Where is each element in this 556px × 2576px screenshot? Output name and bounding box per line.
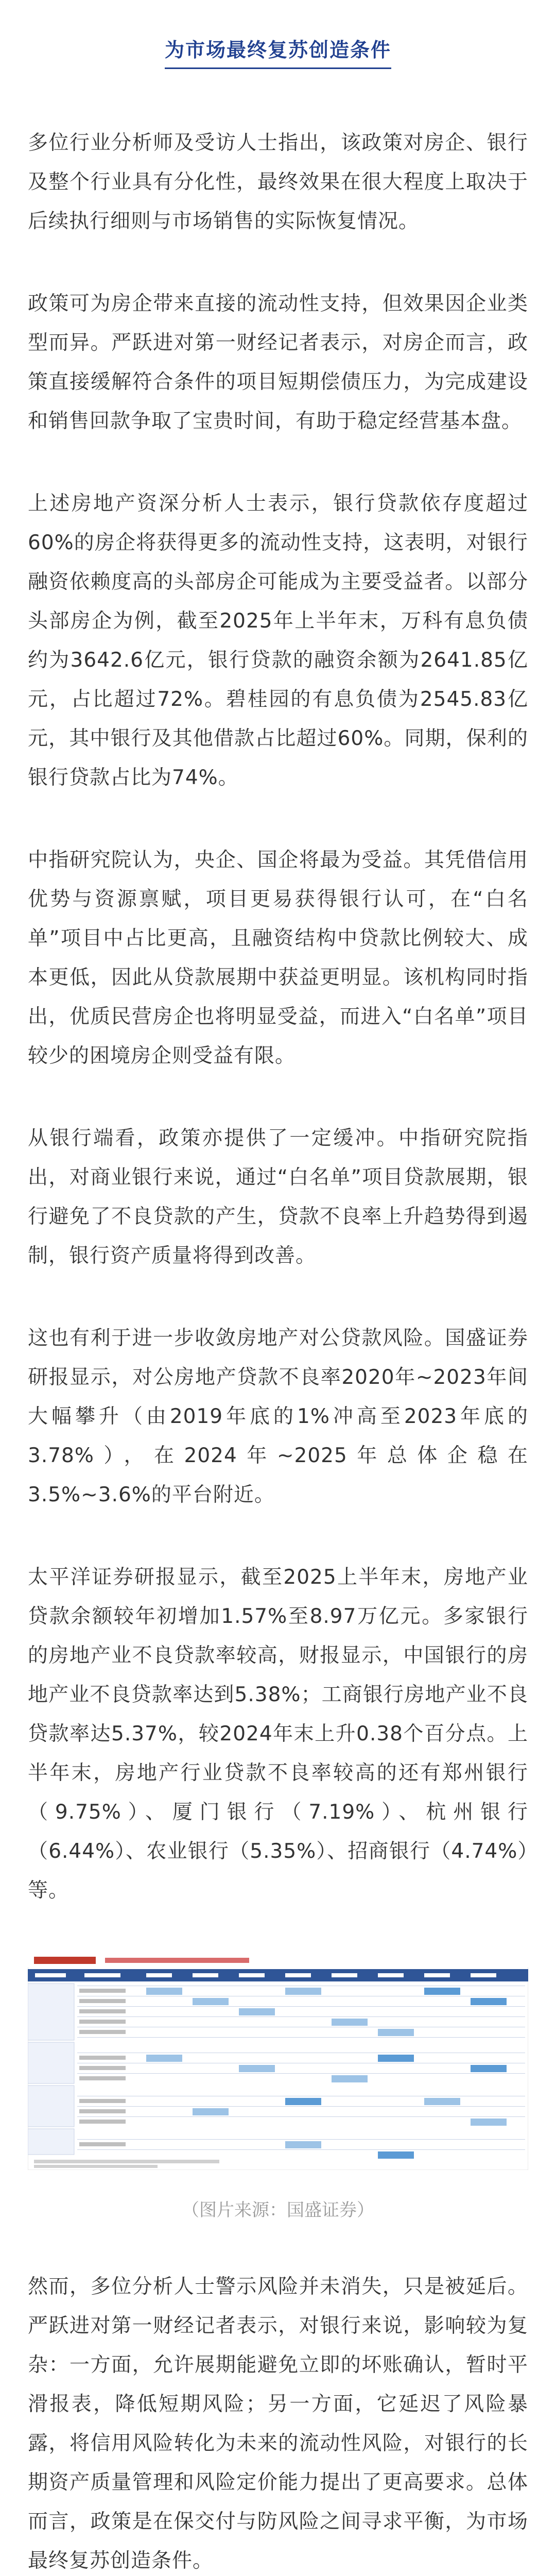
paragraph: 然而，多位分析人士警示风险并未消失，只是被延后。严跃进对第一财经记者表示，对银行来说，影响较为复杂：一方面，允许展期能避免立即的坏账确认，暂时平滑报表，降低短期风险；另一方面，它延迟了风险暴露，将信用风险转化为未来的流动性风险，对银行的长期资产质量管理和风险定价能力提出了更高要求。总体而言，政策是在保交付与防风险之间寻求平衡，为市场最终复苏创造条件。 — [28, 2275, 528, 2572]
paragraph: 多位行业分析师及受访人士指出，该政策对房企、银行及整个行业具有分化性，最终效果在很大程度上取决于后续执行细则与市场销售的实际恢复情况。 — [28, 131, 528, 233]
paragraph: 中指研究院认为，央企、国企将最为受益。其凭借信用优势与资源禀赋，项目更易获得银行认可，在“白名单”项目中占比更高，且融资结构中贷款比例较大、成本更低，因此从贷款展期中获益更明显。该机构同时指出，优质民营房企也将明显受益，而进入“白名单”项目较少的困境房企则受益有限。 — [28, 849, 528, 1067]
table-figure — [28, 1954, 528, 2221]
section-title: 为市场最终复苏创造条件 — [165, 34, 391, 69]
paragraph: 从银行端看，政策亦提供了一定缓冲。中指研究院指出，对商业银行来说，通过“白名单”项目贷款展期，银行避免了不良贷款的产生，贷款不良率上升趋势得到遏制，银行资产质量将得到改善。 — [28, 1127, 528, 1267]
figure-caption: （图片来源：国盛证券） — [182, 2200, 374, 2221]
data-table-image — [28, 1954, 528, 2170]
paragraph: 这也有利于进一步收敛房地产对公贷款风险。国盛证券研报显示，对公房地产贷款不良率2020年~2023年间大幅攀升（由2019年底的1%冲高至2023年底的3.78%），在2024年~2025年总体企稳在3.5%~3.6%的平台附近。 — [28, 1327, 528, 1506]
paragraph: 上述房地产资深分析人士表示，银行贷款依存度超过60%的房企将获得更多的流动性支持，这表明，对银行融资依赖度高的头部房企可能成为主要受益者。以部分头部房企为例，截至2025年上半年末，万科有息负债约为3642.6亿元，银行贷款的融资余额为2641.85亿元，占比超过72%。碧桂园的有息负债为2545.83亿元，其中银行及其他借款占比超过60%。同期，保利的银行贷款占比为74%。 — [28, 492, 528, 789]
paragraph: 太平洋证券研报显示，截至2025上半年末，房地产业贷款余额较年初增加1.57%至8.97万亿元。多家银行的房地产业不良贷款率较高，财报显示，中国银行的房地产业不良贷款率达到5.38%；工商银行房地产业不良贷款率达5.37%，较2024年末上升0.38个百分点。上半年末，房地产行业贷款不良率较高的还有郑州银行（9.75%）、厦门银行（7.19%）、杭州银行（6.44%）、农业银行（5.35%）、招商银行（4.74%）等。 — [28, 1566, 528, 1902]
section-header — [28, 0, 528, 103]
paragraph: 政策可为房企带来直接的流动性支持，但效果因企业类型而异。严跃进对第一财经记者表示，对房企而言，政策直接缓解符合条件的项目短期偿债压力，为完成建设和销售回款争取了宝贵时间，有助于稳定经营基本盘。 — [28, 292, 528, 433]
article-body — [28, 103, 528, 2576]
